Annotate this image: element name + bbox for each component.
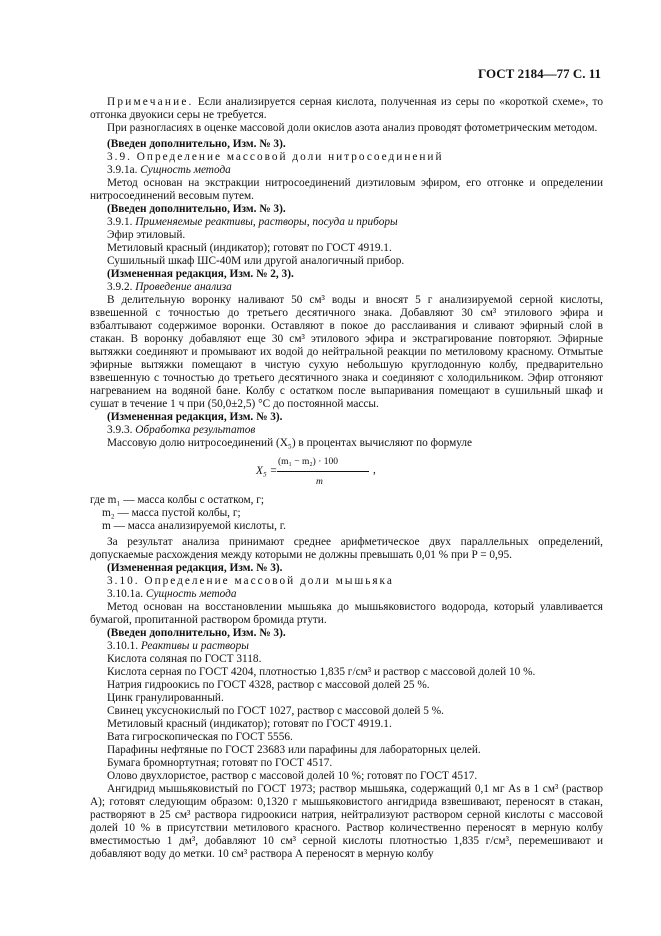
page-header: ГОСТ 2184—77 С. 11: [478, 66, 601, 81]
note-label: Примечание.: [107, 96, 194, 108]
reagent-item: Натрия гидроокись по ГОСТ 4328, раствор с массовой долей 25 %.: [107, 679, 430, 691]
subsection-title: Проведение анализа: [135, 281, 232, 293]
subsection-title: Реактивы и растворы: [140, 640, 249, 652]
formula-denominator: m: [316, 477, 323, 487]
subsection-number: 3.9.3.: [107, 424, 133, 436]
legend-line: где m₁ — масса колбы с остатком, г;: [90, 494, 265, 506]
page-content: [90, 96, 603, 861]
fraction-bar: [277, 471, 369, 472]
subsection-number: 3.10.1.: [107, 640, 139, 652]
note-paragraph: [90, 96, 603, 122]
subsection-title: Сущность метода: [145, 588, 237, 600]
formula-legend: [90, 494, 603, 533]
formula-lhs: X₅ =: [256, 465, 278, 477]
subsection-number: 3.9.1.: [107, 216, 133, 228]
amendment-note: (Введен дополнительно, Изм. № 3).: [107, 627, 286, 639]
subsection-heading: [90, 164, 603, 177]
reagent-item: Эфир этиловый.: [107, 229, 186, 241]
subsection-number: 3.9.2.: [107, 281, 133, 293]
subsection-heading: [90, 424, 603, 437]
subsection-title: Сущность метода: [140, 164, 231, 176]
reagent-item: Кислота соляная по ГОСТ 3118.: [107, 653, 262, 665]
paragraph: В делительную воронку наливают 50 см³ воды и вносят 5 г анализируемой серной кислоты, взвешенной с точностью до третьего десятичного знака. Добавляют 30 см³ этилового эфира и взбалтывают содержимое воронки. Оставляют в покое до расслаивания и сливают эфирный слой в стакан. В воронку добавляют еще 30 см³ этилового эфира и экстрагирование повторяют. Эфирные вытяжки соединяют и промывают их водой до нейтральной реакции по метиловому красному. Отмытые эфирные вытяжки помещают в чистую сухую небольшую круглодонную колбу, предварительно взвешенную с точностью до третьего десятичного знака и соединяют с холодильником. Эфир отгоняют нагреванием на водяной бане. Колбу с остатком после выпаривания помещают в сушильный шкаф и сушат в течение 1 ч при (50,0±2,5) °С до постоянной массы.: [90, 294, 603, 410]
amendment-note: (Измененная редакция, Изм. № 2, 3).: [107, 268, 294, 280]
formula-numerator: (m₁ − m₂) · 100: [278, 457, 339, 467]
paragraph: Метод основан на экстракции нитросоединений диэтиловым эфиром, его отгонке и определении нитросоединений весовым путем.: [90, 177, 603, 202]
subsection-heading: [90, 588, 603, 601]
subsection-heading: [90, 216, 603, 229]
disagreement-paragraph: При разногласиях в оценке массовой доли окислов азота анализ проводят фотометрическим методом.: [107, 122, 598, 134]
paragraph: Метод основан на восстановлении мышьяка до мышьяковистого водорода, который улавливается бумагой, пропитанной раствором бромида ртути.: [90, 601, 603, 626]
reagent-item: Цинк гранулированный.: [107, 692, 224, 704]
reagent-item: Олово двухлористое, раствор с массовой долей 10 %; готовят по ГОСТ 4517.: [107, 770, 478, 782]
subsection-number: 3.10.1а.: [107, 588, 144, 600]
reagent-item: Кислота серная по ГОСТ 4204, плотностью 1,835 г/см³ и раствор с массовой долей 10 %.: [107, 666, 536, 678]
reagent-item: Метиловый красный (индикатор); готовят по ГОСТ 4919.1.: [107, 718, 392, 730]
section-heading: 3.10. Определение массовой доли мышьяка: [107, 575, 394, 587]
reagent-item: Свинец уксуснокислый по ГОСТ 1027, раствор с массовой долей 5 %.: [107, 705, 444, 717]
subsection-heading: [90, 281, 603, 294]
reagent-item: Парафины нефтяные по ГОСТ 23683 или парафины для лабораторных целей.: [107, 744, 481, 756]
legend-line: m — масса анализируемой кислоты, г.: [102, 520, 286, 532]
section-heading: 3.9. Определение массовой доли нитросоединений: [107, 151, 444, 163]
legend-line: m₂ — масса пустой колбы, г;: [102, 507, 241, 519]
subsection-number: 3.9.1а.: [107, 164, 138, 176]
amendment-note: (Введен дополнительно, Изм. № 3).: [107, 203, 286, 215]
note-text: Если анализируется серная кислота, полученная из серы по «короткой схеме», то отгонка двуокиси серы не требуется.: [90, 96, 603, 121]
amendment-note: (Введен дополнительно, Изм. № 3).: [107, 138, 286, 150]
reagent-item: Вата гигроскопическая по ГОСТ 5556.: [107, 731, 293, 743]
amendment-note: (Измененная редакция, Изм. № 3).: [107, 411, 283, 423]
paragraph: Массовую долю нитросоединений (X₅) в процентах вычисляют по формуле: [107, 437, 473, 449]
subsection-heading: [90, 640, 603, 653]
reagent-item: Метиловый красный (индикатор); готовят по ГОСТ 4919.1.: [107, 242, 392, 254]
formula: [90, 450, 603, 494]
formula-tail: ,: [373, 464, 376, 476]
reagent-item: Сушильный шкаф ШС-40М или другой аналогичный прибор.: [107, 255, 405, 267]
subsection-title: Обработка результатов: [135, 424, 256, 436]
paragraph: За результат анализа принимают среднее арифметическое двух параллельных определений, допускаемые расхождения между которыми не должны превышать 0,01 % при P = 0,95.: [90, 536, 603, 561]
reagent-item: Бумага бромнортутная; готовят по ГОСТ 4517.: [107, 757, 333, 769]
subsection-title: Применяемые реактивы, растворы, посуда и приборы: [135, 216, 398, 228]
paragraph: Ангидрид мышьяковистый по ГОСТ 1973; раствор мышьяка, содержащий 0,1 мг As в 1 см³ (раствор А); готовят следующим образом: 0,1320 г мышьяковистого ангидрида взвешивают, переносят в стакан, растворяют в 25 см³ раствора гидроокиси натрия, нейтрализуют раствором серной кислоты с массовой долей 10 % в присутствии метилового красного. Раствор количественно переносят в мерную колбу вместимостью 1 дм³, добавляют 10 см³ серной кислоты плотностью 1,835 г/см³, перемешивают и добавляют воду до метки. 10 см³ раствора А переносят в мерную колбу: [90, 783, 603, 860]
amendment-note: (Измененная редакция, Изм. № 3).: [107, 562, 283, 574]
